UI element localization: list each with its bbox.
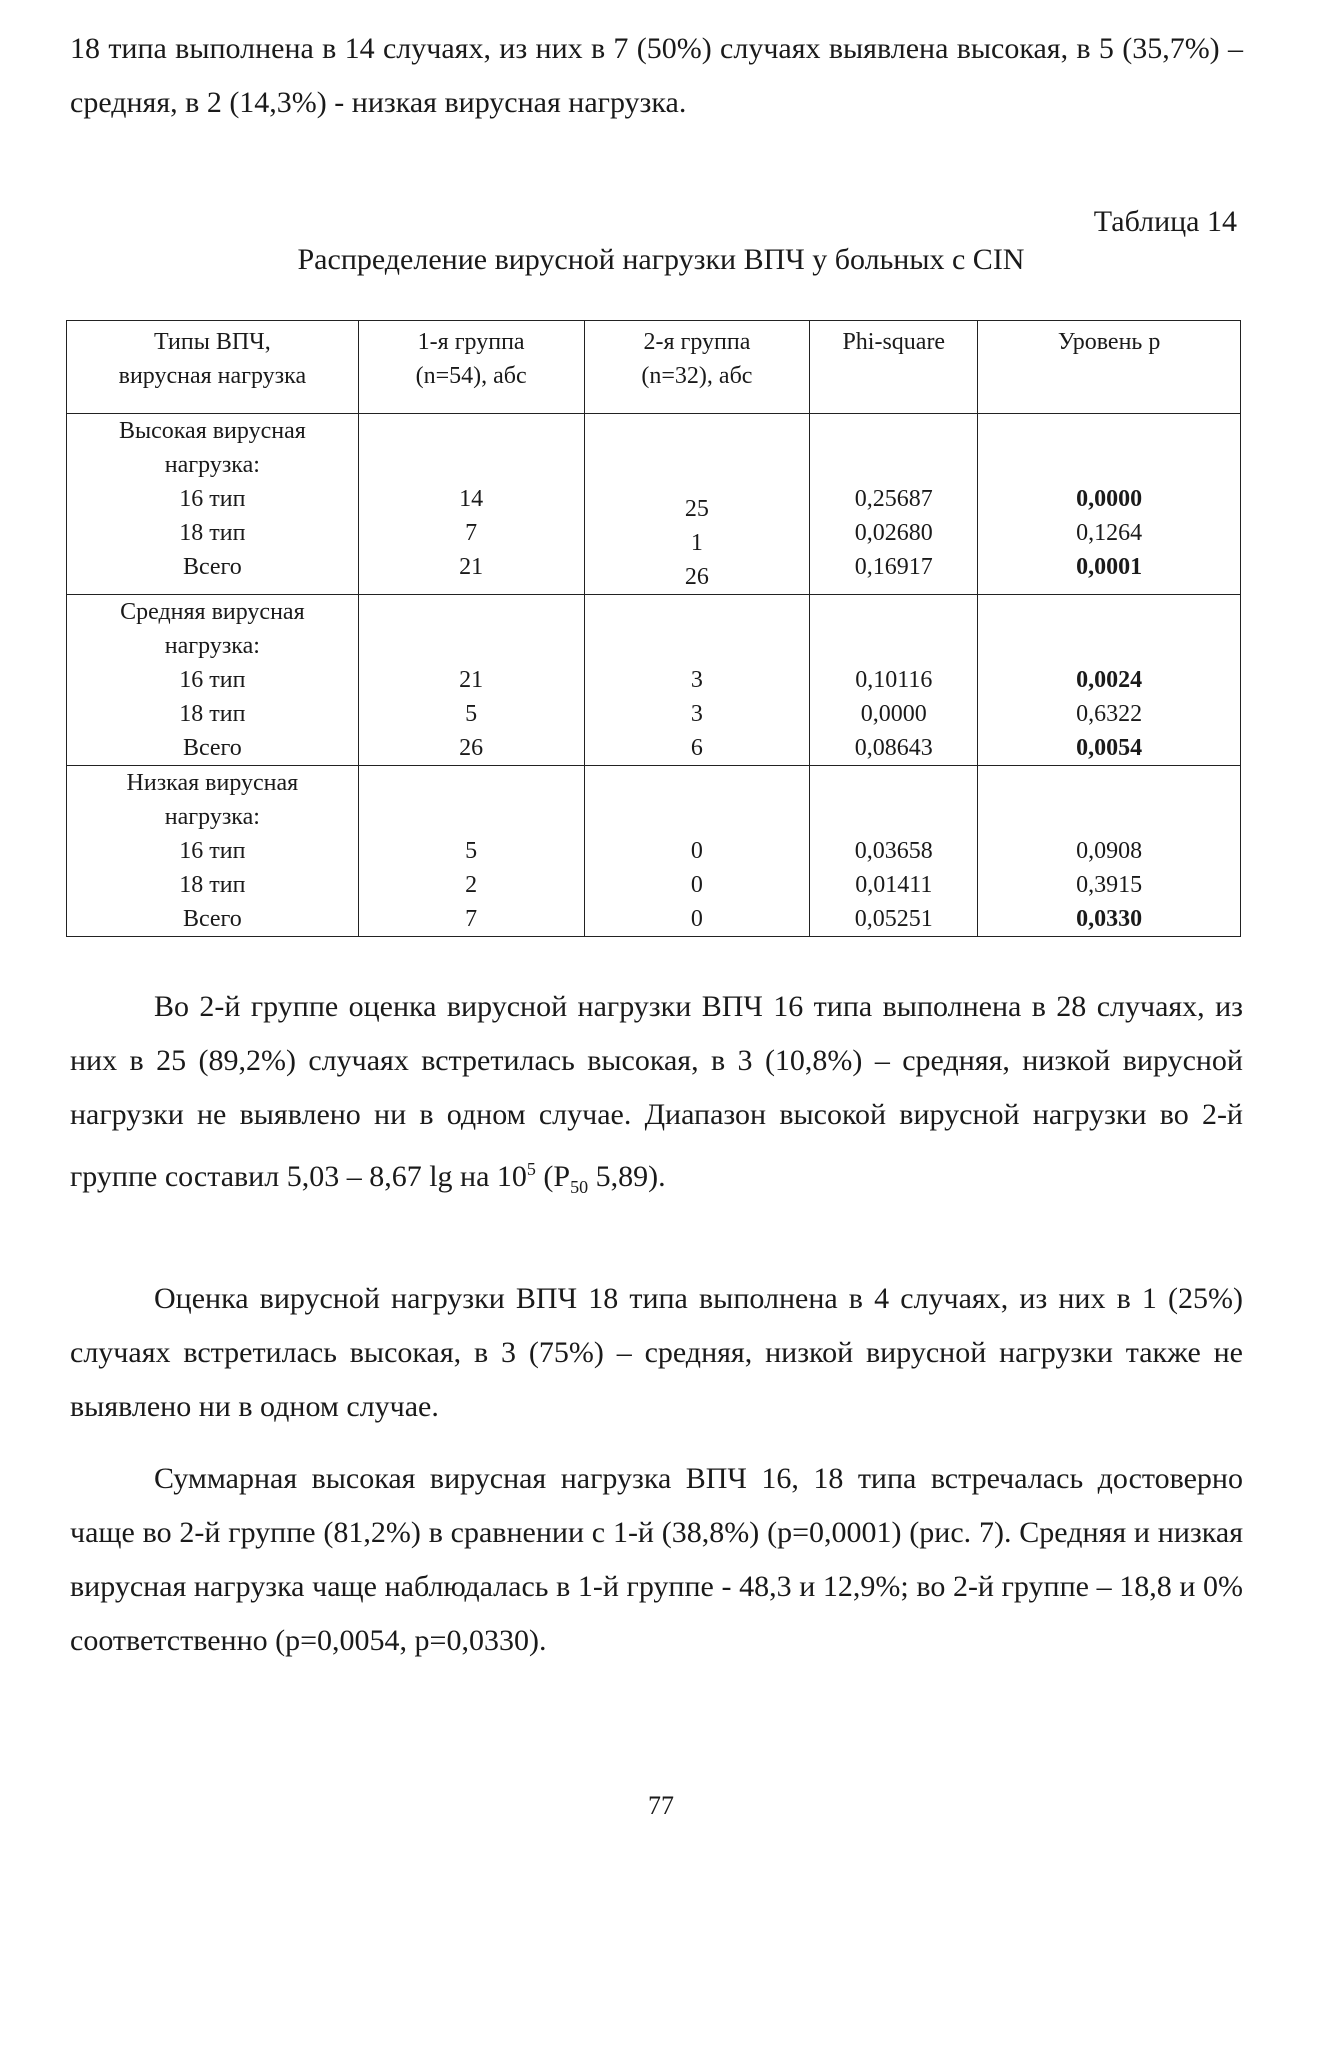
group-title-line1: Средняя вирусная [120,599,305,625]
group2-value: 6 [690,735,703,761]
viral-load-table [66,320,1241,937]
group-title-line2: нагрузка: [164,804,260,830]
row-label: Всего [182,735,242,761]
group-label-cell [67,414,359,595]
p-value: 0,3915 [1076,872,1143,898]
header-phi-square: Phi-square [810,321,978,414]
header-types [67,321,359,414]
row-label: 16 тип [179,486,246,512]
p-value-significant: 0,0001 [1076,554,1143,580]
header-group1 [358,321,584,414]
group1-value: 26 [459,735,484,761]
group2-values-cell [584,414,810,595]
header-types-line1: Типы ВПЧ, [153,329,271,355]
table-row-low-load [67,766,1241,937]
group2-value: 26 [684,564,709,590]
group2-value: 1 [690,530,703,556]
group-label-cell [67,766,359,937]
group1-value: 7 [465,520,478,546]
group2-value: 3 [690,667,703,693]
group-title-line1: Высокая вирусная [118,418,306,444]
group-title-line2: нагрузка: [164,633,260,659]
group-title-line1: Низкая вирусная [126,770,299,796]
p-value: 0,0908 [1076,838,1143,864]
row-label: 18 тип [179,872,246,898]
header-group1-line1: 1-я группа [417,329,525,355]
p-value-significant: 0,0000 [1076,486,1143,512]
table-header-row [67,321,1241,414]
group2-values-cell [584,595,810,766]
header-group2-line2: (n=32), абс [641,363,753,389]
group2-value: 0 [690,906,703,932]
table-row-medium-load [67,595,1241,766]
phi-value: 0,01411 [855,872,933,898]
header-group1-line2: (n=54), абс [415,363,527,389]
header-group2-line1: 2-я группа [643,329,751,355]
group1-values-cell [358,766,584,937]
table-caption: Распределение вирусной нагрузки ВПЧ у больных с CIN [297,243,1025,276]
p-values-cell [978,595,1241,766]
phi-values-cell [810,595,978,766]
group1-values-cell [358,595,584,766]
group1-value: 21 [459,667,484,693]
row-label: 16 тип [179,667,246,693]
p-values-cell [978,766,1241,937]
p-value-significant: 0,0330 [1076,906,1143,932]
group1-value: 14 [459,486,484,512]
phi-value: 0,03658 [854,838,933,864]
page-number: 77 [648,1791,674,1820]
p-value: 0,6322 [1076,701,1143,727]
group-label-cell [67,595,359,766]
phi-value: 0,25687 [854,486,933,512]
phi-value: 0,16917 [854,554,933,580]
group2-value: 0 [690,872,703,898]
group1-value: 21 [459,554,484,580]
group2-value: 0 [690,838,703,864]
row-label: Всего [182,906,242,932]
p-value-significant: 0,0054 [1076,735,1143,761]
header-group2 [584,321,810,414]
p-values-cell [978,414,1241,595]
group1-value: 5 [465,701,478,727]
group-title-line2: нагрузка: [164,452,260,478]
paragraph-text: (P [535,1160,571,1193]
header-types-line2: вирусная нагрузка [118,363,307,389]
row-label: 18 тип [179,520,246,546]
group1-value: 7 [465,906,478,932]
phi-value: 0,08643 [854,735,933,761]
phi-values-cell [810,414,978,595]
phi-value: 0,0000 [860,701,927,727]
exponent: 5 [526,1159,536,1179]
paragraph-text: Во 2-й группе оценка вирусной нагрузки ВПЧ 16 типа выполнена в 28 случаях, из них в 25 (89,2%) случаях встретилась высокая, в 3 (10,8%) – средняя, низкой вирусной нагрузки не выявлено ни в одном случае. Диапазон высокой вирусной нагрузки во 2-й группе составил 5,03 – 8,67 lg на 10 [70,990,1243,1193]
group2-value: 3 [690,701,703,727]
paragraph-summary: Суммарная высокая вирусная нагрузка ВПЧ 16, 18 типа встречалась достоверно чаще во 2-й группе (81,2%) в сравнении с 1-й (38,8%) (p=0,0001) (рис. 7). Средняя и низкая вирусная нагрузка чаще наблюдалась в 1-й группе - 48,3 и 12,9%; во 2-й группе – 18,8 и 0% соответственно (p=0,0054, p=0,0330). [70,1462,1243,1657]
p-value: 0,1264 [1076,520,1143,546]
paragraph-group2-type16 [70,980,1243,1214]
table-row-high-load [67,414,1241,595]
phi-value: 0,10116 [855,667,933,693]
table-number: Таблица 14 [1093,205,1237,238]
intro-paragraph: 18 типа выполнена в 14 случаях, из них в 7 (50%) случаях выявлена высокая, в 5 (35,7%) – средняя, в 2 (14,3%) - низкая вирусная нагрузка. [70,32,1243,119]
p-value-significant: 0,0024 [1076,667,1143,693]
subscript: 50 [570,1177,589,1197]
group2-value: 25 [684,496,709,522]
phi-value: 0,05251 [854,906,933,932]
phi-value: 0,02680 [854,520,933,546]
phi-values-cell [810,766,978,937]
group2-values-cell [584,766,810,937]
group1-value: 5 [465,838,478,864]
paragraph-text: 5,89). [588,1160,666,1193]
row-label: 16 тип [179,838,246,864]
paragraph-type18: Оценка вирусной нагрузки ВПЧ 18 типа выполнена в 4 случаях, из них в 1 (25%) случаях встретилась высокая, в 3 (75%) – средняя, низкой вирусной нагрузки также не выявлено ни в одном случае. [70,1282,1243,1423]
header-p-level: Уровень р [978,321,1241,414]
group1-value: 2 [465,872,478,898]
row-label: 18 тип [179,701,246,727]
row-label: Всего [182,554,242,580]
group1-values-cell [358,414,584,595]
